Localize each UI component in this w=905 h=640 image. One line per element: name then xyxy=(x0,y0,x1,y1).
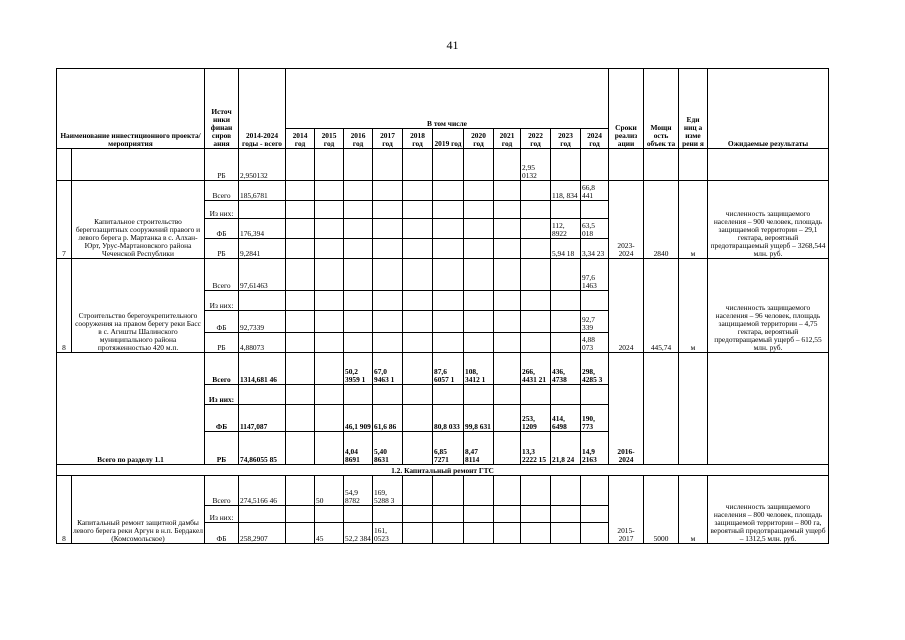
source-cell: Всего xyxy=(205,476,239,506)
year-2023: 2023 год xyxy=(551,129,581,149)
source-cell: Из них: xyxy=(205,291,239,311)
source-cell: Всего xyxy=(205,181,239,201)
result-cell: численность защищаемого населения – 900 человек, площадь защищаемой территории – 29,1 гектара, вероятный предотвращаемый ущерб – 3268,544 млн. руб. xyxy=(708,181,829,259)
row-number: 8 xyxy=(57,476,72,544)
header-source: Источ ники финан сиров ания xyxy=(205,69,239,149)
header-incl: В том числе xyxy=(286,69,609,129)
y2024-cell: 92,7 339 xyxy=(581,311,609,333)
y2024-cell: 298, 4285 3 xyxy=(581,353,609,385)
y2016-cell: 52,2 384 xyxy=(344,523,373,544)
source-cell: ФБ xyxy=(205,311,239,333)
unit-cell: м xyxy=(679,476,708,544)
total-cell: 176,394 xyxy=(239,219,286,239)
page-number: 41 xyxy=(446,38,459,52)
source-cell: Всего xyxy=(205,259,239,291)
project-name: Строительство берегоукрепительного сооружения на правом берегу реки Басс в с. Агишты Шалинского муниципального района протяженностью 420 м.п. xyxy=(72,259,205,353)
y2022-cell: 2,95 0132 xyxy=(521,149,551,181)
project-name: Капитальное строительство берегозащитных сооружений правого и левого берега р. Мартанка в с. Алхан-Юрт, Урус-Мартановского района Чеченской Республики xyxy=(72,181,205,259)
row-number: 7 xyxy=(57,181,72,259)
result-cell xyxy=(708,353,829,465)
total-cell: 92,7339 xyxy=(239,311,286,333)
section-row xyxy=(57,465,829,476)
section-title: 1.2. Капитальный ремонт ГТС xyxy=(57,465,829,476)
unit-cell: м xyxy=(679,181,708,259)
y2023-cell: 436, 4738 xyxy=(551,353,581,385)
header-row-1 xyxy=(57,69,829,129)
table-row xyxy=(57,353,829,385)
section-total-name: Всего по разделу 1.1 xyxy=(57,353,205,465)
term-cell: 2024 xyxy=(609,259,644,353)
total-cell: 1147,087 xyxy=(239,405,286,432)
source-cell: ФБ xyxy=(205,405,239,432)
y2020-cell: 99,8 631 xyxy=(464,405,494,432)
y2024-cell: 4,88 073 xyxy=(581,333,609,353)
power-cell: 445,74 xyxy=(644,259,679,353)
y2019-cell: 6,85 7271 xyxy=(433,432,464,465)
y2023-cell: 118, 834 xyxy=(551,181,581,201)
y2024-cell: 63,5 018 xyxy=(581,219,609,239)
source-cell: ФБ xyxy=(205,523,239,544)
y2023-cell: 112, 8922 xyxy=(551,219,581,239)
table-row xyxy=(57,181,829,201)
header-power: Мощн ость объек та xyxy=(644,69,679,149)
y2023-cell: 414, 6498 xyxy=(551,405,581,432)
y2023-cell: 5,94 18 xyxy=(551,239,581,259)
result-cell: численность защищаемого населения – 800 человек, площадь защищаемой территории – 800 га, вероятный предотвращаемый ущерб – 1312,5 млн. руб. xyxy=(708,476,829,544)
year-2018: 2018 год xyxy=(403,129,433,149)
unit-cell xyxy=(679,353,708,465)
row-number: 8 xyxy=(57,259,72,353)
power-cell: 2840 xyxy=(644,181,679,259)
y2017-cell: 5,40 8631 xyxy=(373,432,403,465)
y2016-cell: 54,9 8782 xyxy=(344,476,373,506)
total-cell: 258,2907 xyxy=(239,523,286,544)
table-row xyxy=(57,476,829,506)
total-cell: 74,86055 85 xyxy=(239,432,286,465)
y2020-cell: 8,47 8114 xyxy=(464,432,494,465)
year-2014: 2014 год xyxy=(286,129,315,149)
y2015-cell: 45 xyxy=(315,523,344,544)
source-cell: Всего xyxy=(205,353,239,385)
y2017-cell: 169, 5288 3 xyxy=(373,476,403,506)
y2017-cell: 161, 0523 xyxy=(373,523,403,544)
y2024-cell: 66,8 441 xyxy=(581,181,609,201)
year-2020: 2020 год xyxy=(464,129,494,149)
term-cell: 2015-2017 xyxy=(609,476,644,544)
y2016-cell: 50,2 3959 1 xyxy=(344,353,373,385)
y2024-cell: 3,34 23 xyxy=(581,239,609,259)
year-2021: 2021 год xyxy=(494,129,521,149)
y2022-cell: 266, 4431 21 xyxy=(521,353,551,385)
year-2015: 2015 год xyxy=(315,129,344,149)
total-cell: 4,88073 xyxy=(239,333,286,353)
source-cell: Из них: xyxy=(205,385,239,405)
y2020-cell: 108, 3412 1 xyxy=(464,353,494,385)
source-cell: РБ xyxy=(205,333,239,353)
y2024-cell: 190, 773 xyxy=(581,405,609,432)
term-cell: 2016-2024 xyxy=(609,353,644,465)
y2015-cell: 50 xyxy=(315,476,344,506)
y2019-cell: 80,8 033 xyxy=(433,405,464,432)
total-cell: 9,2841 xyxy=(239,239,286,259)
source-cell: РБ xyxy=(205,432,239,465)
year-2024: 2024 год xyxy=(581,129,609,149)
name-cell xyxy=(72,149,205,181)
header-results: Ожидаемые результаты xyxy=(708,69,829,149)
power-cell: 5000 xyxy=(644,476,679,544)
unit-cell: м xyxy=(679,259,708,353)
num-cell xyxy=(57,149,72,181)
header-unit: Еди ниц а изме рени я xyxy=(679,69,708,149)
total-cell: 2,950132 xyxy=(239,149,286,181)
source-cell: Из них: xyxy=(205,506,239,523)
total-cell: 185,6781 xyxy=(239,181,286,201)
table-row xyxy=(57,259,829,291)
term-cell: 2023-2024 xyxy=(609,181,644,259)
source-cell: РБ xyxy=(205,239,239,259)
source-cell: Из них: xyxy=(205,201,239,219)
header-total: 2014-2024 годы - всего xyxy=(239,69,286,149)
y2017-cell: 61,6 86 xyxy=(373,405,403,432)
project-name: Капитальный ремонт защитной дамбы левого берега реки Аргун в н.п. Бердакел (Комсомольское) xyxy=(72,476,205,544)
total-cell: 97,61463 xyxy=(239,259,286,291)
header-term: Сроки реализ ации xyxy=(609,69,644,149)
source-cell: РБ xyxy=(205,149,239,181)
header-name: Наименование инвестиционного проекта/мероприятия xyxy=(57,69,205,149)
y2023-cell: 21,8 24 xyxy=(551,432,581,465)
year-2017: 2017 год xyxy=(373,129,403,149)
result-cell: численность защищаемого населения – 96 человек, площадь защищаемой территории – 4,75 гектара, вероятный предотвращаемый ущерб – 612,55 млн. руб. xyxy=(708,259,829,353)
investment-table xyxy=(56,68,829,544)
y2022-cell: 13,3 2222 15 xyxy=(521,432,551,465)
total-cell: 1314,681 46 xyxy=(239,353,286,385)
year-2016: 2016 год xyxy=(344,129,373,149)
y2024-cell: 97,6 1463 xyxy=(581,259,609,291)
total-cell: 274,5166 46 xyxy=(239,476,286,506)
y2024-cell: 14,9 2163 xyxy=(581,432,609,465)
y2022-cell: 253, 1209 xyxy=(521,405,551,432)
year-2019: 2019 год xyxy=(433,129,464,149)
year-2022: 2022 год xyxy=(521,129,551,149)
y2019-cell: 87,6 6057 1 xyxy=(433,353,464,385)
table-row xyxy=(57,149,829,181)
y2017-cell: 67,0 9463 1 xyxy=(373,353,403,385)
y2016-cell: 4,04 8691 xyxy=(344,432,373,465)
source-cell: ФБ xyxy=(205,219,239,239)
power-cell xyxy=(644,353,679,465)
y2016-cell: 46,1 909 xyxy=(344,405,373,432)
